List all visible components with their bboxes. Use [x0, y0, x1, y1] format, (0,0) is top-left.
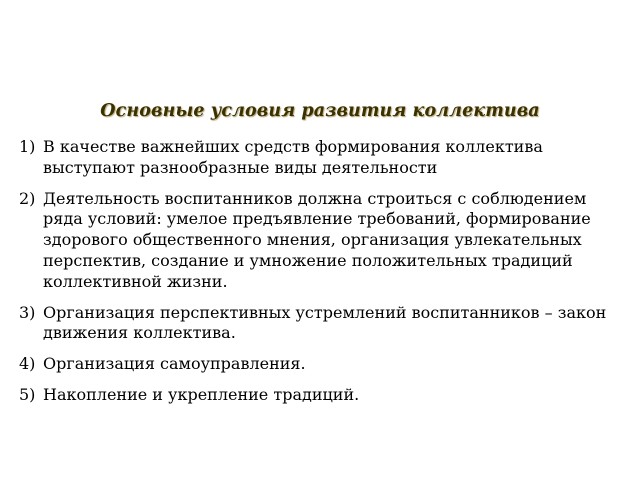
list-item-number: 4)	[19, 354, 36, 374]
conditions-list	[19, 137, 619, 416]
list-item	[19, 189, 619, 293]
list-item	[19, 137, 619, 179]
list-item-text: Организация перспективных устремлений воспитанников – закон движения коллектива.	[43, 302, 607, 343]
list-item-text: Накопление и укрепление традиций.	[43, 384, 360, 404]
list-item	[19, 354, 619, 375]
list-item	[19, 303, 619, 345]
list-item-number: 2)	[19, 188, 36, 208]
list-item-text: В качестве важнейших средств формирования коллектива выступают разнообразные виды деятельности	[43, 137, 543, 177]
list-item-number: 5)	[19, 384, 36, 404]
list-item	[19, 385, 619, 406]
slide-title: Основные условия развития коллектива	[100, 101, 540, 121]
list-item-number: 1)	[19, 137, 36, 156]
list-item-text: Организация самоуправления.	[43, 354, 306, 374]
list-item-number: 3)	[19, 302, 36, 322]
list-item-text: Деятельность воспитанников должна строиться с соблюдением ряда условий: умелое предъявление требований, формирование здорового общественного мнения, организация увлекательных перспектив, создание и умножение положительных традиций коллективной жизни.	[43, 188, 591, 291]
